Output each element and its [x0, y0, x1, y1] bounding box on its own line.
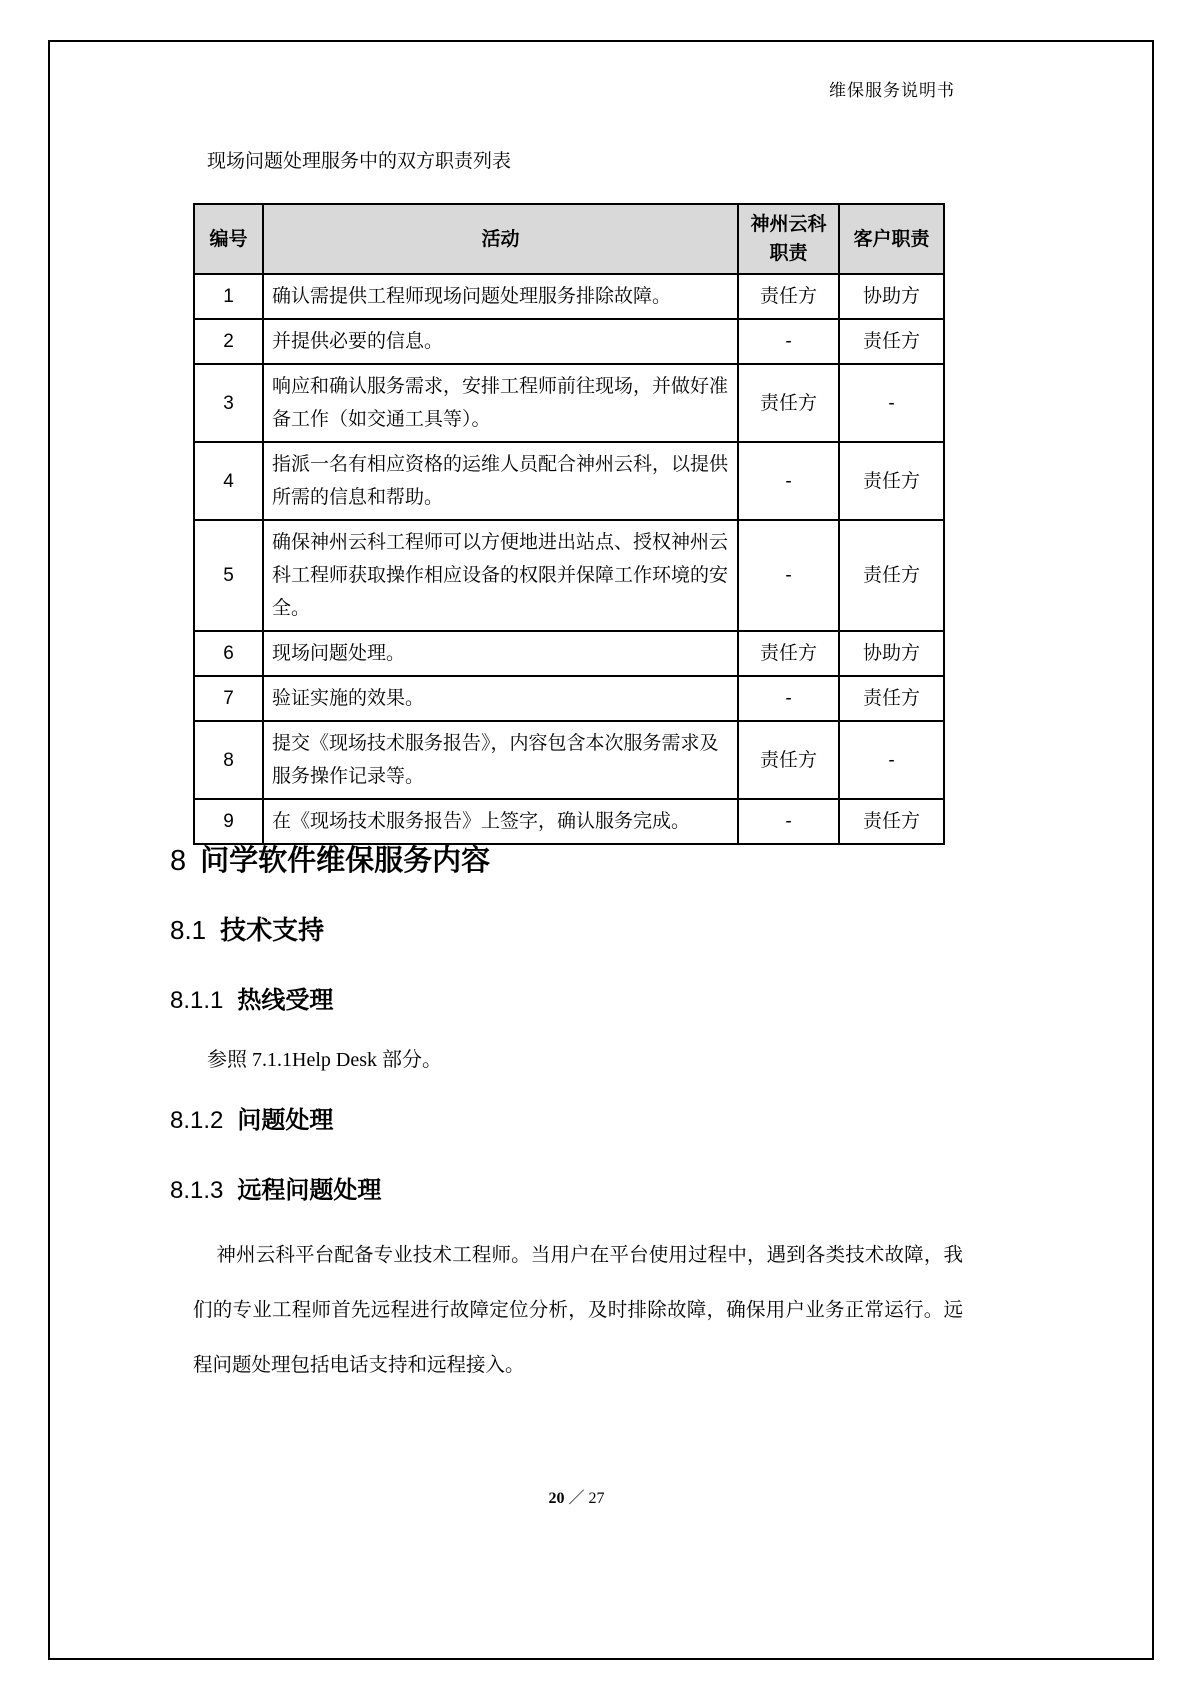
cell-customer: 协助方 — [839, 631, 944, 676]
page-header-title: 维保服务说明书 — [829, 81, 955, 100]
section-number: 8 — [170, 845, 187, 877]
cell-vendor: - — [738, 799, 839, 844]
cell-no: 8 — [194, 721, 263, 799]
section-heading-8-1-2 — [170, 1100, 333, 1135]
cell-activity: 提交《现场技术服务报告》，内容包含本次服务需求及服务操作记录等。 — [263, 721, 738, 799]
cell-customer: 责任方 — [839, 442, 944, 520]
table-row — [194, 676, 944, 721]
reference-paragraph: 参照 7.1.1Help Desk 部分。 — [207, 1049, 442, 1071]
table-row — [194, 274, 944, 319]
table-row — [194, 631, 944, 676]
col-header-vendor — [738, 204, 839, 274]
cell-activity: 验证实施的效果。 — [263, 676, 738, 721]
cell-activity: 并提供必要的信息。 — [263, 319, 738, 364]
cell-vendor: - — [738, 676, 839, 721]
section-title: 热线受理 — [237, 987, 334, 1014]
table-row — [194, 319, 944, 364]
cell-activity: 现场问题处理。 — [263, 631, 738, 676]
cell-no: 2 — [194, 319, 263, 364]
cell-activity: 响应和确认服务需求，安排工程师前往现场，并做好准备工作（如交通工具等）。 — [263, 364, 738, 442]
table-row — [194, 442, 944, 520]
section-heading-8-1-1 — [170, 980, 333, 1015]
cell-customer: 协助方 — [839, 274, 944, 319]
section-number: 8.1.1 — [170, 987, 224, 1014]
table-header-row — [194, 204, 944, 274]
table-row — [194, 721, 944, 799]
col-header-no: 编号 — [194, 204, 263, 274]
table-row — [194, 520, 944, 631]
table-row — [194, 364, 944, 442]
table-caption: 现场问题处理服务中的双方职责列表 — [207, 151, 512, 172]
cell-no: 6 — [194, 631, 263, 676]
cell-vendor: 责任方 — [738, 364, 839, 442]
footer-total-pages: 27 — [588, 1490, 605, 1507]
cell-no: 3 — [194, 364, 263, 442]
cell-customer: - — [839, 364, 944, 442]
cell-activity: 在《现场技术服务报告》上签字，确认服务完成。 — [263, 799, 738, 844]
section-title: 问学软件维保服务内容 — [200, 845, 491, 877]
cell-customer: - — [839, 721, 944, 799]
cell-activity: 确认需提供工程师现场问题处理服务排除故障。 — [263, 274, 738, 319]
cell-vendor: - — [738, 442, 839, 520]
section-title: 问题处理 — [237, 1107, 334, 1134]
section-heading-8-1 — [170, 910, 324, 947]
cell-no: 9 — [194, 799, 263, 844]
cell-vendor: 责任方 — [738, 631, 839, 676]
cell-no: 4 — [194, 442, 263, 520]
col-header-customer: 客户职责 — [839, 204, 944, 274]
page-footer — [193, 1485, 960, 1508]
cell-vendor: - — [738, 319, 839, 364]
section-number: 8.1.3 — [170, 1177, 224, 1204]
cell-no: 1 — [194, 274, 263, 319]
cell-customer: 责任方 — [839, 799, 944, 844]
cell-customer: 责任方 — [839, 520, 944, 631]
col-header-vendor-line2: 职责 — [769, 243, 808, 264]
section-title: 远程问题处理 — [237, 1177, 382, 1204]
footer-separator: ／ — [568, 1490, 585, 1507]
section-heading-8 — [170, 838, 490, 879]
cell-customer: 责任方 — [839, 319, 944, 364]
col-header-vendor-line1: 神州云科 — [750, 214, 827, 235]
cell-customer: 责任方 — [839, 676, 944, 721]
body-paragraph: 神州云科平台配备专业技术工程师。当用户在平台使用过程中，遇到各类技术故障，我们的专业工程师首先远程进行故障定位分析，及时排除故障，确保用户业务正常运行。远程问题处理包括电话支持和远程接入。 — [193, 1244, 963, 1376]
cell-vendor: 责任方 — [738, 274, 839, 319]
cell-no: 5 — [194, 520, 263, 631]
cell-activity: 指派一名有相应资格的运维人员配合神州云科，以提供所需的信息和帮助。 — [263, 442, 738, 520]
section-heading-8-1-3 — [170, 1170, 381, 1205]
section-title: 技术支持 — [220, 915, 325, 945]
cell-vendor: - — [738, 520, 839, 631]
footer-page-number: 20 — [548, 1490, 565, 1507]
col-header-activity: 活动 — [263, 204, 738, 274]
section-number: 8.1 — [170, 915, 207, 945]
responsibility-table — [193, 203, 945, 845]
cell-no: 7 — [194, 676, 263, 721]
responsibility-table-wrap — [193, 203, 943, 845]
cell-activity: 确保神州云科工程师可以方便地进出站点、授权神州云科工程师获取操作相应设备的权限并保障工作环境的安全。 — [263, 520, 738, 631]
section-number: 8.1.2 — [170, 1107, 224, 1134]
cell-vendor: 责任方 — [738, 721, 839, 799]
